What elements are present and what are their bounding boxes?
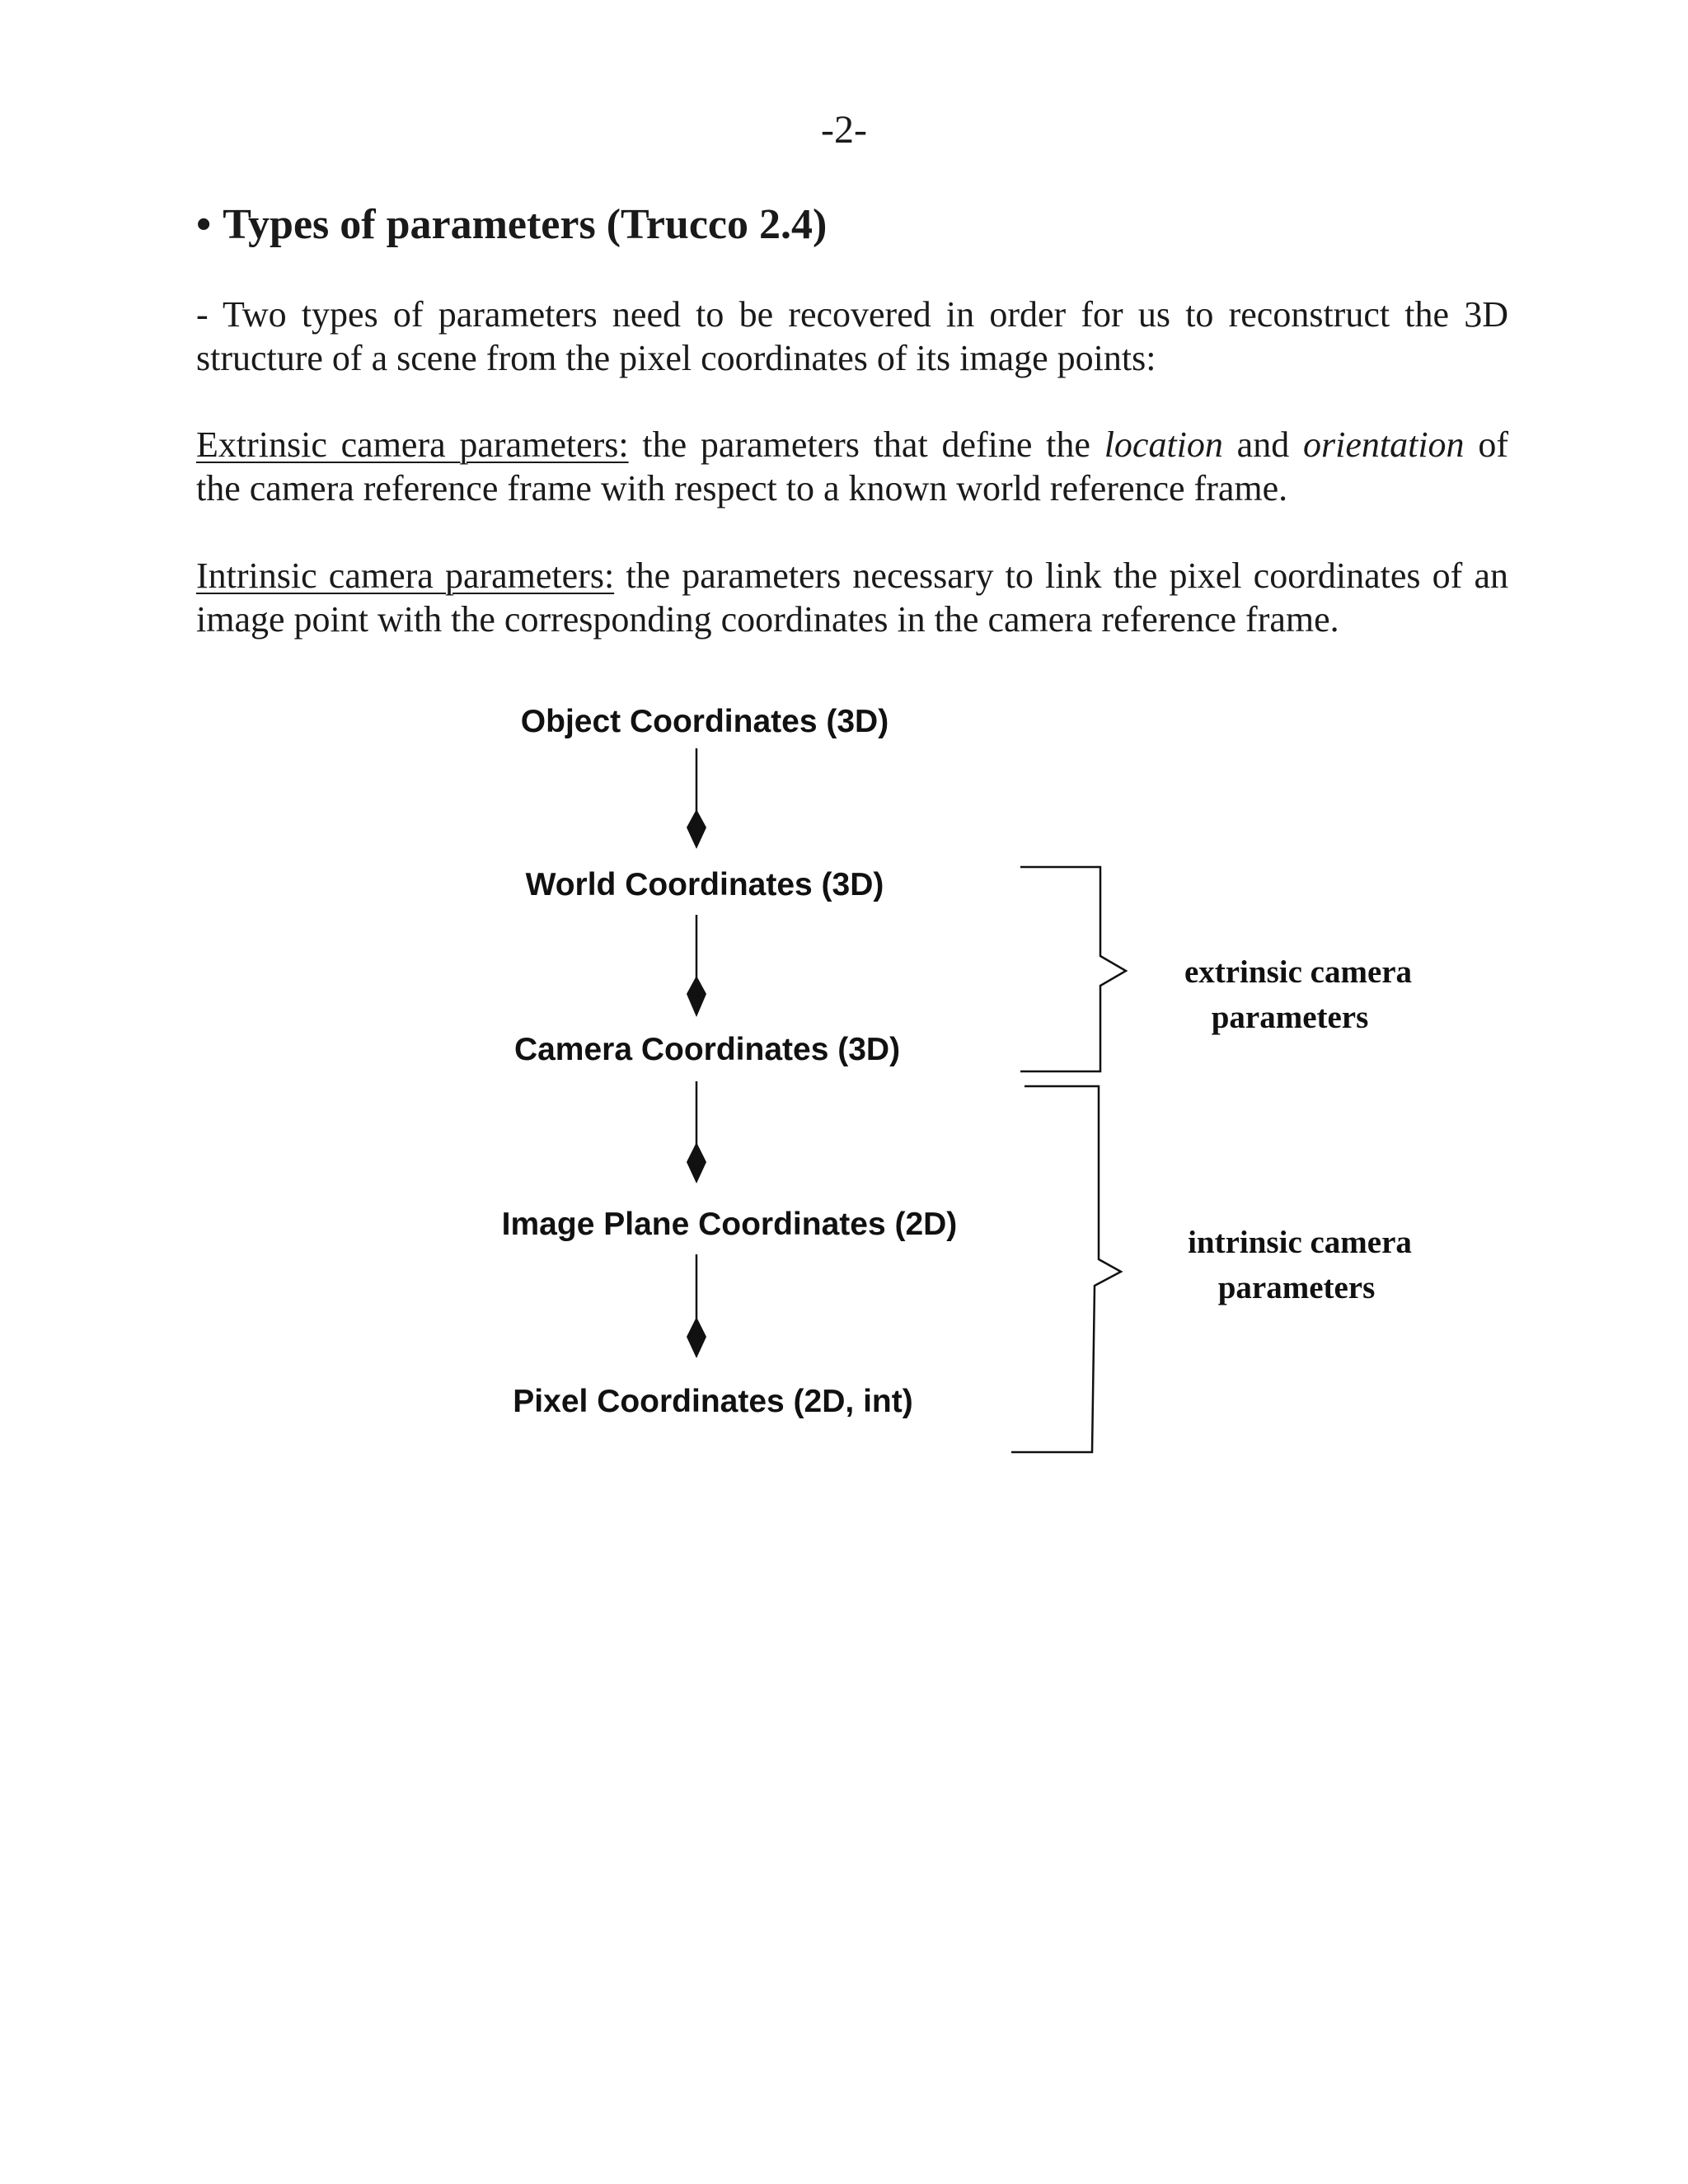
node-world-coordinates: World Coordinates (3D) (525, 867, 884, 902)
extrinsic-term: Extrinsic camera parameters: (196, 424, 629, 465)
intrinsic-text: the parameters necessary to link the pixel coordinates of an image point with the corresponding coordinates in the camera reference frame. (196, 555, 1509, 640)
node-image-plane-coordinates: Image Plane Coordinates (2D) (501, 1207, 958, 1242)
arrow-object-to-world (687, 748, 706, 849)
intrinsic-term: Intrinsic camera parameters: (196, 555, 615, 596)
location-term: location (1104, 424, 1223, 465)
arrow-world-to-camera (687, 915, 706, 1017)
node-camera-coordinates: Camera Coordinates (3D) (513, 1032, 901, 1067)
orientation-term: orientation (1303, 424, 1465, 465)
arrow-camera-to-image-plane (687, 1081, 706, 1183)
extrinsic-label-line2: parameters (1211, 1000, 1369, 1035)
section-heading (196, 196, 827, 254)
extrinsic-bracket (1020, 867, 1126, 1071)
page-number: -2- (821, 108, 867, 152)
extrinsic-text-1: the parameters that define the (628, 424, 1104, 465)
section-title: Types of parameters (Trucco 2.4) (223, 201, 828, 248)
bullet-icon: • (196, 201, 212, 248)
extrinsic-definition (196, 423, 1508, 510)
extrinsic-text-2: of the camera reference frame with respect to a known world reference frame. (196, 424, 1508, 509)
arrow-image-plane-to-pixel (687, 1254, 706, 1358)
intro-paragraph: - Two types of parameters need to be recovered in order for us to reconstruct the 3D structure of a scene from the pixel coordinates of its image points: (196, 294, 1508, 378)
node-pixel-coordinates: Pixel Coordinates (2D, int) (513, 1384, 913, 1419)
extrinsic-label-line1: extrinsic camera (1184, 954, 1413, 990)
intrinsic-label-line1: intrinsic camera (1188, 1225, 1412, 1260)
intrinsic-bracket (1011, 1086, 1121, 1452)
intrinsic-definition (196, 554, 1508, 641)
intrinsic-label-line2: parameters (1217, 1270, 1376, 1305)
extrinsic-and: and (1222, 424, 1303, 465)
node-object-coordinates: Object Coordinates (3D) (520, 704, 889, 739)
